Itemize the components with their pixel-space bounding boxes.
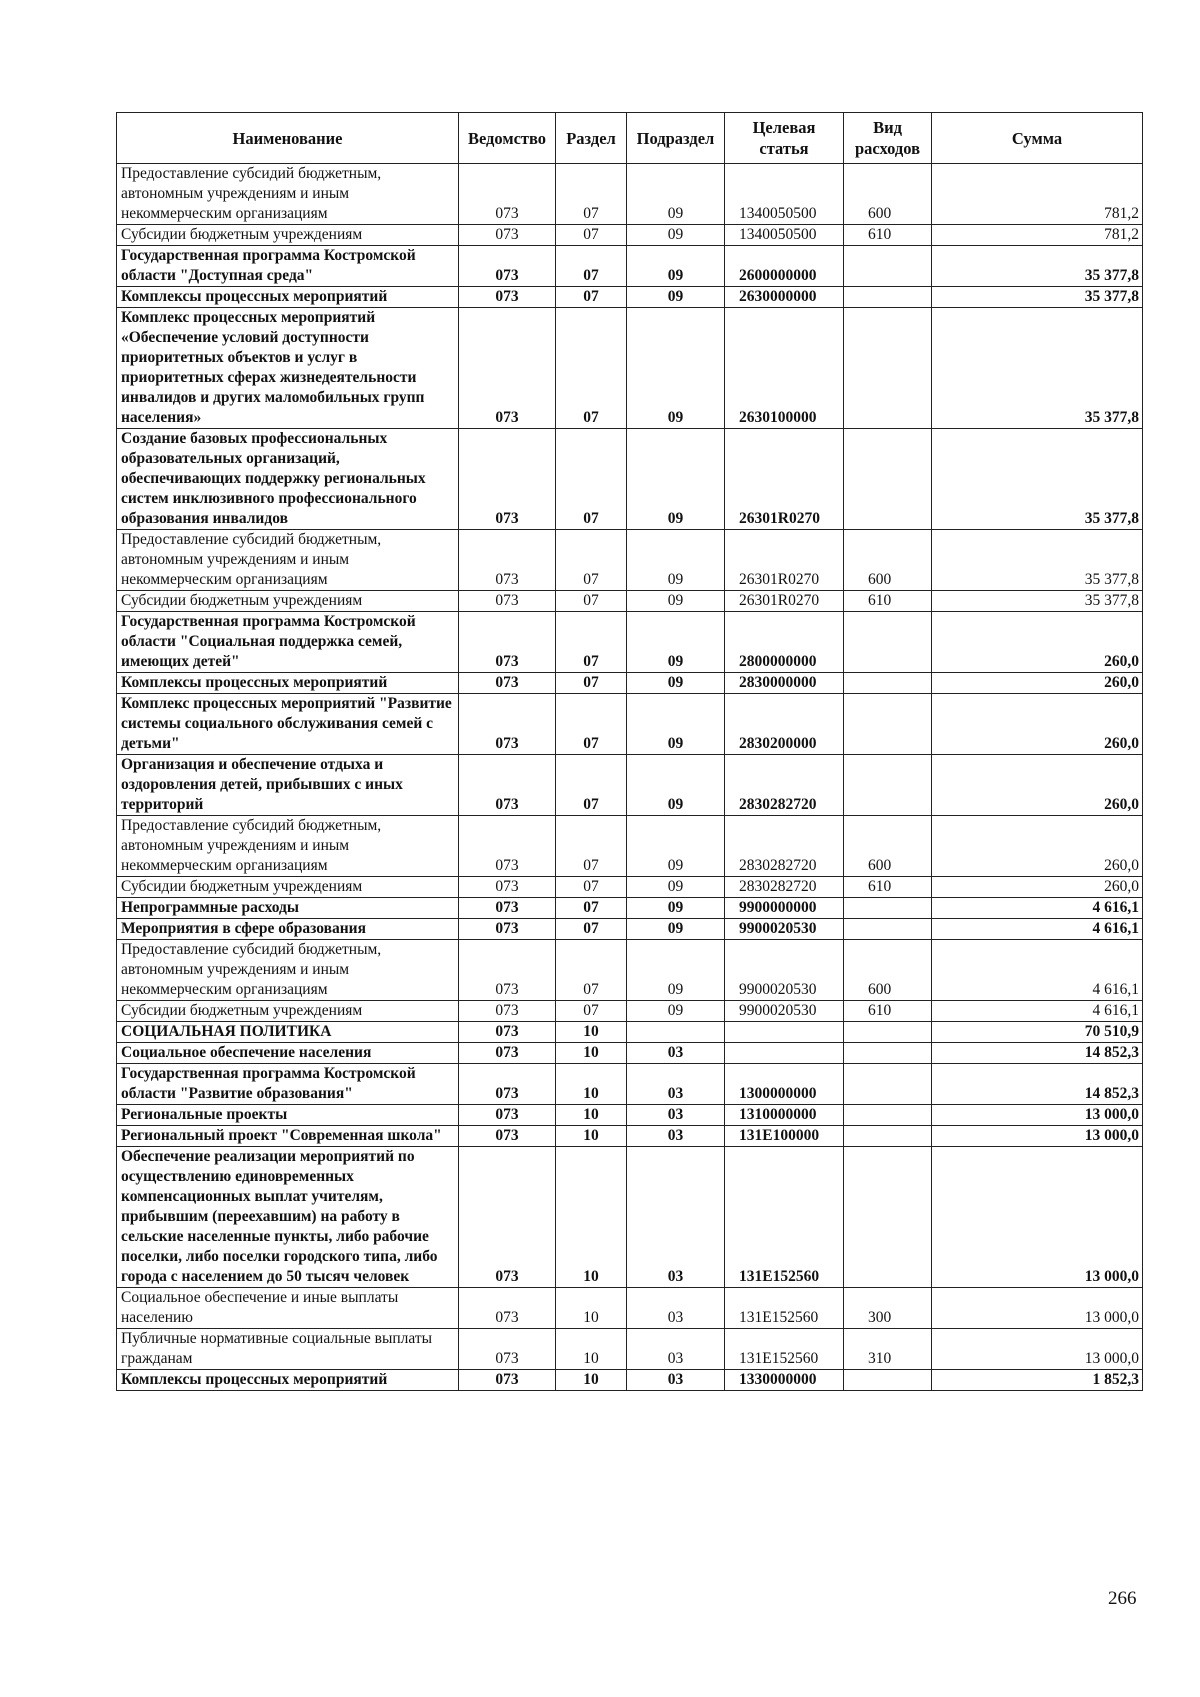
cell-subsection: 03 bbox=[627, 1370, 725, 1391]
table-row bbox=[117, 612, 1143, 673]
cell-kind bbox=[844, 1370, 932, 1391]
cell-kind: 610 bbox=[844, 225, 932, 246]
cell-name: Комплекс процессных мероприятий "Развитие системы социального обслуживания семей с детьми" bbox=[117, 694, 459, 755]
cell-section: 07 bbox=[556, 287, 627, 308]
cell-name: Субсидии бюджетным учреждениям bbox=[117, 591, 459, 612]
table-row bbox=[117, 1147, 1143, 1288]
cell-target: 9900020530 bbox=[725, 919, 844, 940]
cell-kind bbox=[844, 287, 932, 308]
cell-target: 9900020530 bbox=[725, 940, 844, 1001]
table-row bbox=[117, 940, 1143, 1001]
cell-section: 10 bbox=[556, 1064, 627, 1105]
header-subsection: Подраздел bbox=[627, 113, 725, 164]
cell-subsection: 09 bbox=[627, 694, 725, 755]
cell-target: 2830282720 bbox=[725, 877, 844, 898]
cell-target: 9900020530 bbox=[725, 1001, 844, 1022]
cell-kind bbox=[844, 898, 932, 919]
table-row bbox=[117, 673, 1143, 694]
cell-section: 07 bbox=[556, 816, 627, 877]
cell-section: 07 bbox=[556, 1001, 627, 1022]
cell-subsection: 03 bbox=[627, 1329, 725, 1370]
cell-dept: 073 bbox=[459, 1288, 556, 1329]
cell-subsection: 09 bbox=[627, 308, 725, 429]
cell-kind bbox=[844, 246, 932, 287]
cell-sum: 260,0 bbox=[932, 755, 1143, 816]
cell-sum: 4 616,1 bbox=[932, 919, 1143, 940]
cell-section: 07 bbox=[556, 940, 627, 1001]
cell-subsection: 09 bbox=[627, 1001, 725, 1022]
cell-target: 2830000000 bbox=[725, 673, 844, 694]
cell-kind: 600 bbox=[844, 940, 932, 1001]
cell-sum: 4 616,1 bbox=[932, 1001, 1143, 1022]
cell-subsection: 09 bbox=[627, 673, 725, 694]
cell-subsection: 09 bbox=[627, 919, 725, 940]
cell-section: 10 bbox=[556, 1105, 627, 1126]
cell-target: 2830200000 bbox=[725, 694, 844, 755]
cell-kind: 610 bbox=[844, 877, 932, 898]
cell-sum: 14 852,3 bbox=[932, 1064, 1143, 1105]
table-row bbox=[117, 919, 1143, 940]
cell-sum: 13 000,0 bbox=[932, 1329, 1143, 1370]
cell-target: 1330000000 bbox=[725, 1370, 844, 1391]
cell-dept: 073 bbox=[459, 1022, 556, 1043]
cell-name: Субсидии бюджетным учреждениям bbox=[117, 1001, 459, 1022]
cell-kind: 600 bbox=[844, 164, 932, 225]
cell-kind: 600 bbox=[844, 530, 932, 591]
cell-name: Мероприятия в сфере образования bbox=[117, 919, 459, 940]
cell-kind bbox=[844, 1147, 932, 1288]
cell-sum: 13 000,0 bbox=[932, 1147, 1143, 1288]
cell-target: 26301R0270 bbox=[725, 429, 844, 530]
header-sum: Сумма bbox=[932, 113, 1143, 164]
cell-name: Комплексы процессных мероприятий bbox=[117, 287, 459, 308]
table-row bbox=[117, 287, 1143, 308]
cell-sum: 35 377,8 bbox=[932, 530, 1143, 591]
cell-subsection: 09 bbox=[627, 164, 725, 225]
cell-dept: 073 bbox=[459, 429, 556, 530]
cell-name: Социальное обеспечение и иные выплаты населению bbox=[117, 1288, 459, 1329]
cell-dept: 073 bbox=[459, 919, 556, 940]
cell-subsection: 09 bbox=[627, 877, 725, 898]
cell-subsection bbox=[627, 1022, 725, 1043]
table-row bbox=[117, 1064, 1143, 1105]
table-row bbox=[117, 225, 1143, 246]
cell-kind: 610 bbox=[844, 1001, 932, 1022]
cell-dept: 073 bbox=[459, 816, 556, 877]
cell-dept: 073 bbox=[459, 287, 556, 308]
cell-section: 07 bbox=[556, 694, 627, 755]
cell-kind bbox=[844, 1043, 932, 1064]
cell-dept: 073 bbox=[459, 591, 556, 612]
cell-target: 2830282720 bbox=[725, 816, 844, 877]
cell-section: 07 bbox=[556, 246, 627, 287]
cell-dept: 073 bbox=[459, 694, 556, 755]
cell-sum: 35 377,8 bbox=[932, 287, 1143, 308]
cell-section: 07 bbox=[556, 308, 627, 429]
cell-target: 26301R0270 bbox=[725, 530, 844, 591]
table-row bbox=[117, 164, 1143, 225]
cell-kind bbox=[844, 694, 932, 755]
cell-dept: 073 bbox=[459, 225, 556, 246]
cell-kind bbox=[844, 429, 932, 530]
cell-section: 07 bbox=[556, 429, 627, 530]
cell-sum: 35 377,8 bbox=[932, 591, 1143, 612]
cell-kind: 310 bbox=[844, 1329, 932, 1370]
cell-dept: 073 bbox=[459, 898, 556, 919]
cell-dept: 073 bbox=[459, 164, 556, 225]
cell-section: 10 bbox=[556, 1147, 627, 1288]
cell-subsection: 09 bbox=[627, 898, 725, 919]
cell-target: 131E152560 bbox=[725, 1147, 844, 1288]
cell-name: Предоставление субсидий бюджетным, автономным учреждениям и иным некоммерческим организациям bbox=[117, 816, 459, 877]
table-row bbox=[117, 246, 1143, 287]
cell-section: 07 bbox=[556, 673, 627, 694]
cell-name: Субсидии бюджетным учреждениям bbox=[117, 225, 459, 246]
cell-sum: 13 000,0 bbox=[932, 1288, 1143, 1329]
table-row bbox=[117, 1105, 1143, 1126]
cell-target: 131E152560 bbox=[725, 1288, 844, 1329]
cell-dept: 073 bbox=[459, 1126, 556, 1147]
cell-dept: 073 bbox=[459, 1147, 556, 1288]
cell-subsection: 09 bbox=[627, 612, 725, 673]
cell-name: Непрограммные расходы bbox=[117, 898, 459, 919]
cell-subsection: 09 bbox=[627, 225, 725, 246]
cell-kind: 610 bbox=[844, 591, 932, 612]
cell-section: 07 bbox=[556, 591, 627, 612]
table-row bbox=[117, 755, 1143, 816]
cell-section: 07 bbox=[556, 755, 627, 816]
cell-target: 1340050500 bbox=[725, 225, 844, 246]
cell-name: Обеспечение реализации мероприятий по осуществлению единовременных компенсационных выплат учителям, прибывшим (переехавшим) на работу в сельские населенные пункты, либо рабочие поселки, либо поселки городского типа, либо города с населением до 50 тысяч человек bbox=[117, 1147, 459, 1288]
cell-dept: 073 bbox=[459, 1064, 556, 1105]
cell-name: Субсидии бюджетным учреждениям bbox=[117, 877, 459, 898]
cell-sum: 35 377,8 bbox=[932, 308, 1143, 429]
cell-subsection: 09 bbox=[627, 755, 725, 816]
cell-target: 9900000000 bbox=[725, 898, 844, 919]
cell-kind bbox=[844, 673, 932, 694]
cell-subsection: 03 bbox=[627, 1147, 725, 1288]
table-header-row bbox=[117, 113, 1143, 164]
cell-section: 10 bbox=[556, 1288, 627, 1329]
cell-target: 1340050500 bbox=[725, 164, 844, 225]
header-dept: Ведомство bbox=[459, 113, 556, 164]
cell-section: 10 bbox=[556, 1329, 627, 1370]
cell-sum: 4 616,1 bbox=[932, 898, 1143, 919]
table-row bbox=[117, 694, 1143, 755]
cell-section: 07 bbox=[556, 919, 627, 940]
cell-name: Государственная программа Костромской области "Социальная поддержка семей, имеющих детей" bbox=[117, 612, 459, 673]
cell-sum: 1 852,3 bbox=[932, 1370, 1143, 1391]
cell-kind bbox=[844, 755, 932, 816]
cell-target bbox=[725, 1022, 844, 1043]
cell-subsection: 03 bbox=[627, 1043, 725, 1064]
cell-kind: 300 bbox=[844, 1288, 932, 1329]
cell-name: Государственная программа Костромской области "Доступная среда" bbox=[117, 246, 459, 287]
cell-sum: 4 616,1 bbox=[932, 940, 1143, 1001]
cell-kind bbox=[844, 308, 932, 429]
cell-sum: 260,0 bbox=[932, 612, 1143, 673]
cell-target: 1300000000 bbox=[725, 1064, 844, 1105]
cell-kind bbox=[844, 1064, 932, 1105]
cell-name: СОЦИАЛЬНАЯ ПОЛИТИКА bbox=[117, 1022, 459, 1043]
table-row bbox=[117, 530, 1143, 591]
cell-section: 07 bbox=[556, 898, 627, 919]
cell-section: 10 bbox=[556, 1126, 627, 1147]
cell-name: Предоставление субсидий бюджетным, автономным учреждениям и иным некоммерческим организациям bbox=[117, 530, 459, 591]
table-row bbox=[117, 1329, 1143, 1370]
table-body bbox=[117, 164, 1143, 1391]
cell-dept: 073 bbox=[459, 308, 556, 429]
page-number: 266 bbox=[1108, 1588, 1137, 1609]
header-section: Раздел bbox=[556, 113, 627, 164]
cell-name: Комплексы процессных мероприятий bbox=[117, 1370, 459, 1391]
cell-dept: 073 bbox=[459, 1105, 556, 1126]
header-kind: Вид расходов bbox=[844, 113, 932, 164]
cell-subsection: 09 bbox=[627, 287, 725, 308]
cell-sum: 781,2 bbox=[932, 164, 1143, 225]
table-row bbox=[117, 1288, 1143, 1329]
table-row bbox=[117, 1022, 1143, 1043]
cell-dept: 073 bbox=[459, 1001, 556, 1022]
table-row bbox=[117, 816, 1143, 877]
cell-target: 26301R0270 bbox=[725, 591, 844, 612]
cell-kind bbox=[844, 1022, 932, 1043]
cell-name: Предоставление субсидий бюджетным, автономным учреждениям и иным некоммерческим организациям bbox=[117, 940, 459, 1001]
cell-target: 131E152560 bbox=[725, 1329, 844, 1370]
table-row bbox=[117, 1126, 1143, 1147]
cell-subsection: 03 bbox=[627, 1064, 725, 1105]
cell-dept: 073 bbox=[459, 940, 556, 1001]
cell-target: 2800000000 bbox=[725, 612, 844, 673]
cell-name: Социальное обеспечение населения bbox=[117, 1043, 459, 1064]
cell-section: 10 bbox=[556, 1022, 627, 1043]
cell-kind bbox=[844, 1105, 932, 1126]
cell-section: 10 bbox=[556, 1043, 627, 1064]
cell-name: Региональный проект "Современная школа" bbox=[117, 1126, 459, 1147]
cell-subsection: 09 bbox=[627, 816, 725, 877]
cell-target: 2630000000 bbox=[725, 287, 844, 308]
cell-dept: 073 bbox=[459, 1329, 556, 1370]
cell-kind bbox=[844, 1126, 932, 1147]
cell-subsection: 09 bbox=[627, 429, 725, 530]
table-row bbox=[117, 898, 1143, 919]
cell-sum: 260,0 bbox=[932, 816, 1143, 877]
table-row bbox=[117, 1001, 1143, 1022]
cell-section: 07 bbox=[556, 225, 627, 246]
cell-sum: 260,0 bbox=[932, 673, 1143, 694]
table-row bbox=[117, 1043, 1143, 1064]
cell-subsection: 09 bbox=[627, 591, 725, 612]
table-row bbox=[117, 308, 1143, 429]
cell-kind: 600 bbox=[844, 816, 932, 877]
cell-sum: 781,2 bbox=[932, 225, 1143, 246]
cell-name: Организация и обеспечение отдыха и оздоровления детей, прибывших с иных территорий bbox=[117, 755, 459, 816]
header-name: Наименование bbox=[117, 113, 459, 164]
cell-sum: 260,0 bbox=[932, 877, 1143, 898]
cell-subsection: 03 bbox=[627, 1105, 725, 1126]
cell-name: Государственная программа Костромской области "Развитие образования" bbox=[117, 1064, 459, 1105]
budget-table bbox=[116, 112, 1143, 1391]
cell-target: 2630100000 bbox=[725, 308, 844, 429]
cell-dept: 073 bbox=[459, 755, 556, 816]
cell-section: 07 bbox=[556, 612, 627, 673]
table-row bbox=[117, 1370, 1143, 1391]
cell-subsection: 09 bbox=[627, 530, 725, 591]
cell-section: 10 bbox=[556, 1370, 627, 1391]
cell-kind bbox=[844, 919, 932, 940]
cell-name: Предоставление субсидий бюджетным, автономным учреждениям и иным некоммерческим организациям bbox=[117, 164, 459, 225]
cell-section: 07 bbox=[556, 530, 627, 591]
cell-name: Региональные проекты bbox=[117, 1105, 459, 1126]
cell-dept: 073 bbox=[459, 530, 556, 591]
cell-name: Комплекс процессных мероприятий «Обеспечение условий доступности приоритетных объектов и услуг в приоритетных сферах жизнедеятельности инвалидов и других маломобильных групп населения» bbox=[117, 308, 459, 429]
cell-subsection: 03 bbox=[627, 1126, 725, 1147]
cell-sum: 13 000,0 bbox=[932, 1126, 1143, 1147]
cell-sum: 260,0 bbox=[932, 694, 1143, 755]
table-row bbox=[117, 429, 1143, 530]
cell-sum: 35 377,8 bbox=[932, 429, 1143, 530]
cell-dept: 073 bbox=[459, 877, 556, 898]
cell-dept: 073 bbox=[459, 1043, 556, 1064]
cell-dept: 073 bbox=[459, 246, 556, 287]
cell-sum: 70 510,9 bbox=[932, 1022, 1143, 1043]
table-row bbox=[117, 877, 1143, 898]
header-target: Целевая статья bbox=[725, 113, 844, 164]
cell-target: 131E100000 bbox=[725, 1126, 844, 1147]
cell-name: Создание базовых профессиональных образовательных организаций, обеспечивающих поддержку региональных систем инклюзивного профессионального образования инвалидов bbox=[117, 429, 459, 530]
cell-subsection: 09 bbox=[627, 246, 725, 287]
cell-target: 2830282720 bbox=[725, 755, 844, 816]
cell-dept: 073 bbox=[459, 673, 556, 694]
cell-kind bbox=[844, 612, 932, 673]
cell-sum: 14 852,3 bbox=[932, 1043, 1143, 1064]
cell-target bbox=[725, 1043, 844, 1064]
cell-target: 1310000000 bbox=[725, 1105, 844, 1126]
cell-dept: 073 bbox=[459, 612, 556, 673]
cell-section: 07 bbox=[556, 877, 627, 898]
cell-name: Публичные нормативные социальные выплаты гражданам bbox=[117, 1329, 459, 1370]
cell-sum: 35 377,8 bbox=[932, 246, 1143, 287]
cell-target: 2600000000 bbox=[725, 246, 844, 287]
cell-dept: 073 bbox=[459, 1370, 556, 1391]
cell-name: Комплексы процессных мероприятий bbox=[117, 673, 459, 694]
table-row bbox=[117, 591, 1143, 612]
cell-subsection: 09 bbox=[627, 940, 725, 1001]
cell-sum: 13 000,0 bbox=[932, 1105, 1143, 1126]
cell-section: 07 bbox=[556, 164, 627, 225]
cell-subsection: 03 bbox=[627, 1288, 725, 1329]
